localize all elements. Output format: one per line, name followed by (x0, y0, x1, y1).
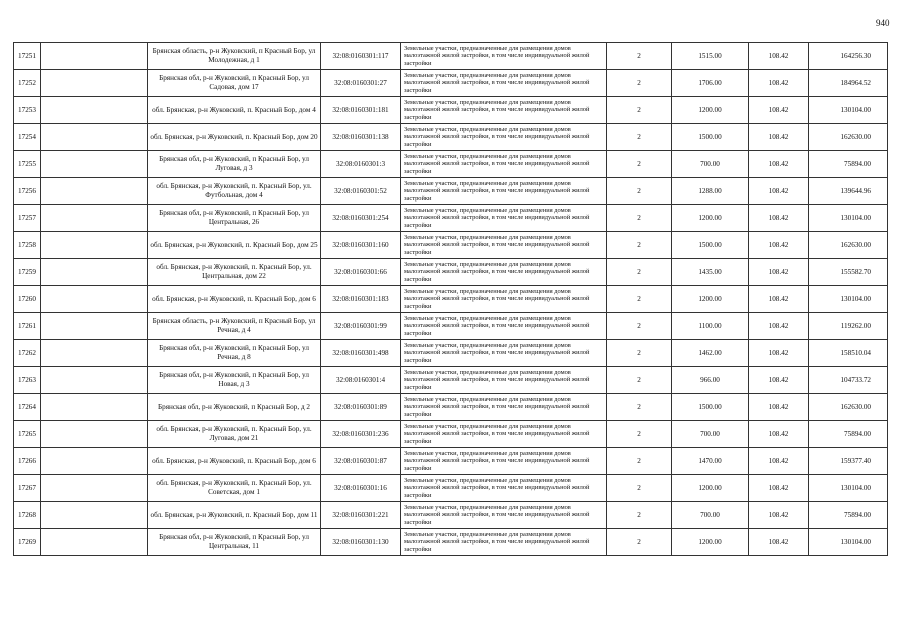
cell-specific-value: 108.42 (749, 313, 809, 340)
cell-area: 1435.00 (672, 259, 749, 286)
cell-group: 2 (607, 502, 672, 529)
cell-group: 2 (607, 43, 672, 70)
cell-cadastral-value: 158510.04 (809, 340, 888, 367)
cell-area: 1200.00 (672, 97, 749, 124)
cell-group: 2 (607, 286, 672, 313)
cell-group: 2 (607, 232, 672, 259)
cell-empty (41, 421, 148, 448)
cell-record-number: 17256 (14, 178, 41, 205)
cell-empty (41, 367, 148, 394)
table-row (14, 529, 888, 556)
cell-permitted-use: Земельные участки, предназначенные для размещения домов малоэтажной жилой застройки, в том числе индивидуальной жилой застройки (401, 502, 607, 529)
cell-record-number: 17257 (14, 205, 41, 232)
cell-area: 700.00 (672, 421, 749, 448)
table-row (14, 475, 888, 502)
table-row (14, 394, 888, 421)
cell-record-number: 17265 (14, 421, 41, 448)
table-row (14, 367, 888, 394)
cell-permitted-use: Земельные участки, предназначенные для размещения домов малоэтажной жилой застройки, в том числе индивидуальной жилой застройки (401, 70, 607, 97)
cell-cadastral-value: 104733.72 (809, 367, 888, 394)
cell-group: 2 (607, 394, 672, 421)
cell-address: Брянская обл, р-н Жуковский, п Красный Бор, ул Луговая, д 3 (148, 151, 321, 178)
cell-cadastral-number: 32:08:0160301:236 (321, 421, 401, 448)
table-row (14, 97, 888, 124)
cell-area: 1100.00 (672, 313, 749, 340)
cell-area: 1200.00 (672, 286, 749, 313)
table-row (14, 124, 888, 151)
cell-cadastral-number: 32:08:0160301:183 (321, 286, 401, 313)
cell-area: 1200.00 (672, 205, 749, 232)
cell-record-number: 17251 (14, 43, 41, 70)
cell-cadastral-number: 32:08:0160301:99 (321, 313, 401, 340)
cell-specific-value: 108.42 (749, 124, 809, 151)
cell-group: 2 (607, 421, 672, 448)
cell-address: Брянская обл, р-н Жуковский, п Красный Бор, ул Садовая, дом 17 (148, 70, 321, 97)
cell-address: Брянская обл, р-н Жуковский, п Красный Бор, ул Речная, д 8 (148, 340, 321, 367)
cell-empty (41, 475, 148, 502)
cell-record-number: 17255 (14, 151, 41, 178)
cell-record-number: 17259 (14, 259, 41, 286)
cell-empty (41, 151, 148, 178)
cell-group: 2 (607, 475, 672, 502)
cell-area: 1200.00 (672, 475, 749, 502)
cell-permitted-use: Земельные участки, предназначенные для размещения домов малоэтажной жилой застройки, в том числе индивидуальной жилой застройки (401, 421, 607, 448)
cell-permitted-use: Земельные участки, предназначенные для размещения домов малоэтажной жилой застройки, в том числе индивидуальной жилой застройки (401, 205, 607, 232)
cell-area: 700.00 (672, 502, 749, 529)
cell-permitted-use: Земельные участки, предназначенные для размещения домов малоэтажной жилой застройки, в том числе индивидуальной жилой застройки (401, 259, 607, 286)
land-registry-table (13, 42, 888, 556)
cell-permitted-use: Земельные участки, предназначенные для размещения домов малоэтажной жилой застройки, в том числе индивидуальной жилой застройки (401, 232, 607, 259)
cell-record-number: 17261 (14, 313, 41, 340)
cell-specific-value: 108.42 (749, 340, 809, 367)
cell-specific-value: 108.42 (749, 448, 809, 475)
table-row (14, 151, 888, 178)
cell-permitted-use: Земельные участки, предназначенные для размещения домов малоэтажной жилой застройки, в том числе индивидуальной жилой застройки (401, 475, 607, 502)
cell-empty (41, 124, 148, 151)
cell-cadastral-value: 130104.00 (809, 475, 888, 502)
cell-empty (41, 232, 148, 259)
cell-cadastral-value: 159377.40 (809, 448, 888, 475)
page-number: 940 (876, 18, 890, 28)
cell-cadastral-value: 119262.00 (809, 313, 888, 340)
cell-permitted-use: Земельные участки, предназначенные для размещения домов малоэтажной жилой застройки, в том числе индивидуальной жилой застройки (401, 286, 607, 313)
cell-permitted-use: Земельные участки, предназначенные для размещения домов малоэтажной жилой застройки, в том числе индивидуальной жилой застройки (401, 124, 607, 151)
cell-cadastral-value: 130104.00 (809, 529, 888, 556)
cell-cadastral-value: 164256.30 (809, 43, 888, 70)
cell-area: 700.00 (672, 151, 749, 178)
cell-address: обл. Брянская, р-н Жуковский, п. Красный Бор, дом 25 (148, 232, 321, 259)
cell-address: обл. Брянская, р-н Жуковский, п. Красный Бор, ул. Советская, дом 1 (148, 475, 321, 502)
cell-cadastral-number: 32:08:0160301:3 (321, 151, 401, 178)
cell-specific-value: 108.42 (749, 421, 809, 448)
cell-address: обл. Брянская, р-н Жуковский, п. Красный Бор, дом 6 (148, 286, 321, 313)
cell-permitted-use: Земельные участки, предназначенные для размещения домов малоэтажной жилой застройки, в том числе индивидуальной жилой застройки (401, 529, 607, 556)
cell-specific-value: 108.42 (749, 367, 809, 394)
cell-cadastral-number: 32:08:0160301:16 (321, 475, 401, 502)
cell-empty (41, 97, 148, 124)
cell-address: обл. Брянская, р-н Жуковский, п. Красный Бор, ул. Футбольная, дом 4 (148, 178, 321, 205)
cell-address: обл. Брянская, р-н Жуковский, п. Красный Бор, ул. Центральная, дом 22 (148, 259, 321, 286)
cell-cadastral-number: 32:08:0160301:4 (321, 367, 401, 394)
cell-address: Брянская обл, р-н Жуковский, п Красный Бор, ул Центральная, 26 (148, 205, 321, 232)
cell-empty (41, 394, 148, 421)
cell-group: 2 (607, 313, 672, 340)
table-row (14, 205, 888, 232)
cell-record-number: 17269 (14, 529, 41, 556)
cell-record-number: 17262 (14, 340, 41, 367)
cell-permitted-use: Земельные участки, предназначенные для размещения домов малоэтажной жилой застройки, в том числе индивидуальной жилой застройки (401, 97, 607, 124)
cell-cadastral-number: 32:08:0160301:89 (321, 394, 401, 421)
table-row (14, 43, 888, 70)
cell-empty (41, 178, 148, 205)
cell-area: 1462.00 (672, 340, 749, 367)
cell-area: 1288.00 (672, 178, 749, 205)
table-row (14, 232, 888, 259)
cell-cadastral-value: 130104.00 (809, 205, 888, 232)
cell-specific-value: 108.42 (749, 286, 809, 313)
cell-cadastral-number: 32:08:0160301:160 (321, 232, 401, 259)
table-row (14, 313, 888, 340)
cell-permitted-use: Земельные участки, предназначенные для размещения домов малоэтажной жилой застройки, в том числе индивидуальной жилой застройки (401, 340, 607, 367)
cell-empty (41, 529, 148, 556)
cell-group: 2 (607, 97, 672, 124)
cell-cadastral-number: 32:08:0160301:117 (321, 43, 401, 70)
cell-specific-value: 108.42 (749, 178, 809, 205)
cell-cadastral-number: 32:08:0160301:498 (321, 340, 401, 367)
cell-area: 966.00 (672, 367, 749, 394)
cell-cadastral-number: 32:08:0160301:221 (321, 502, 401, 529)
cell-record-number: 17267 (14, 475, 41, 502)
cell-cadastral-value: 162630.00 (809, 232, 888, 259)
cell-cadastral-value: 75894.00 (809, 421, 888, 448)
cell-group: 2 (607, 205, 672, 232)
cell-cadastral-number: 32:08:0160301:52 (321, 178, 401, 205)
cell-record-number: 17264 (14, 394, 41, 421)
cell-record-number: 17263 (14, 367, 41, 394)
table-row (14, 421, 888, 448)
cell-cadastral-value: 184964.52 (809, 70, 888, 97)
cell-group: 2 (607, 448, 672, 475)
cell-cadastral-number: 32:08:0160301:138 (321, 124, 401, 151)
cell-cadastral-value: 75894.00 (809, 151, 888, 178)
cell-cadastral-value: 130104.00 (809, 286, 888, 313)
cell-area: 1706.00 (672, 70, 749, 97)
cell-area: 1470.00 (672, 448, 749, 475)
cell-empty (41, 340, 148, 367)
cell-record-number: 17260 (14, 286, 41, 313)
cell-group: 2 (607, 70, 672, 97)
cell-specific-value: 108.42 (749, 70, 809, 97)
cell-address: обл. Брянская, р-н Жуковский, п. Красный Бор, ул. Луговая, дом 21 (148, 421, 321, 448)
cell-empty (41, 259, 148, 286)
cell-area: 1515.00 (672, 43, 749, 70)
cell-address: Брянская обл, р-н Жуковский, п Красный Бор, ул Центральная, 11 (148, 529, 321, 556)
cell-specific-value: 108.42 (749, 232, 809, 259)
table-row (14, 286, 888, 313)
cell-empty (41, 43, 148, 70)
cell-empty (41, 70, 148, 97)
cell-cadastral-number: 32:08:0160301:181 (321, 97, 401, 124)
cell-permitted-use: Земельные участки, предназначенные для размещения домов малоэтажной жилой застройки, в том числе индивидуальной жилой застройки (401, 43, 607, 70)
cell-specific-value: 108.42 (749, 151, 809, 178)
cell-address: обл. Брянская, р-н Жуковский, п. Красный Бор, дом 20 (148, 124, 321, 151)
cell-record-number: 17258 (14, 232, 41, 259)
cell-group: 2 (607, 259, 672, 286)
table-row (14, 448, 888, 475)
cell-cadastral-number: 32:08:0160301:27 (321, 70, 401, 97)
table-row (14, 178, 888, 205)
cell-group: 2 (607, 124, 672, 151)
cell-empty (41, 286, 148, 313)
cell-specific-value: 108.42 (749, 97, 809, 124)
cell-specific-value: 108.42 (749, 529, 809, 556)
cell-cadastral-number: 32:08:0160301:87 (321, 448, 401, 475)
cell-permitted-use: Земельные участки, предназначенные для размещения домов малоэтажной жилой застройки, в том числе индивидуальной жилой застройки (401, 151, 607, 178)
cell-area: 1500.00 (672, 232, 749, 259)
cell-area: 1500.00 (672, 124, 749, 151)
cell-permitted-use: Земельные участки, предназначенные для размещения домов малоэтажной жилой застройки, в том числе индивидуальной жилой застройки (401, 178, 607, 205)
table-row (14, 70, 888, 97)
cell-cadastral-value: 162630.00 (809, 394, 888, 421)
cell-area: 1500.00 (672, 394, 749, 421)
table-row (14, 259, 888, 286)
cell-address: обл. Брянская, р-н Жуковский, п. Красный Бор, дом 6 (148, 448, 321, 475)
cell-address: Брянская обл, р-н Жуковский, п Красный Бор, ул Новая, д 3 (148, 367, 321, 394)
cell-record-number: 17266 (14, 448, 41, 475)
cell-empty (41, 448, 148, 475)
cell-address: Брянская обл, р-н Жуковский, п Красный Бор, д 2 (148, 394, 321, 421)
cell-record-number: 17253 (14, 97, 41, 124)
cell-cadastral-number: 32:08:0160301:130 (321, 529, 401, 556)
cell-cadastral-value: 155582.70 (809, 259, 888, 286)
cell-record-number: 17252 (14, 70, 41, 97)
cell-permitted-use: Земельные участки, предназначенные для размещения домов малоэтажной жилой застройки, в том числе индивидуальной жилой застройки (401, 394, 607, 421)
cell-cadastral-value: 162630.00 (809, 124, 888, 151)
cell-group: 2 (607, 151, 672, 178)
cell-address: обл. Брянская, р-н Жуковский, п. Красный Бор, дом 11 (148, 502, 321, 529)
cell-permitted-use: Земельные участки, предназначенные для размещения домов малоэтажной жилой застройки, в том числе индивидуальной жилой застройки (401, 313, 607, 340)
cell-specific-value: 108.42 (749, 394, 809, 421)
table-body (14, 43, 888, 556)
cell-cadastral-value: 139644.96 (809, 178, 888, 205)
cell-empty (41, 313, 148, 340)
cell-cadastral-value: 75894.00 (809, 502, 888, 529)
cell-group: 2 (607, 340, 672, 367)
cell-specific-value: 108.42 (749, 475, 809, 502)
cell-record-number: 17268 (14, 502, 41, 529)
cell-area: 1200.00 (672, 529, 749, 556)
cell-empty (41, 205, 148, 232)
cell-cadastral-value: 130104.00 (809, 97, 888, 124)
cell-group: 2 (607, 178, 672, 205)
cell-specific-value: 108.42 (749, 205, 809, 232)
cell-group: 2 (607, 367, 672, 394)
cell-address: Брянская область, р-н Жуковский, п Красный Бор, ул Речная, д 4 (148, 313, 321, 340)
cell-cadastral-number: 32:08:0160301:254 (321, 205, 401, 232)
cell-address: обл. Брянская, р-н Жуковский, п. Красный Бор, дом 4 (148, 97, 321, 124)
table-row (14, 340, 888, 367)
cell-address: Брянская область, р-н Жуковский, п Красный Бор, ул Молодежная, д 1 (148, 43, 321, 70)
cell-empty (41, 502, 148, 529)
cell-group: 2 (607, 529, 672, 556)
table-row (14, 502, 888, 529)
cell-permitted-use: Земельные участки, предназначенные для размещения домов малоэтажной жилой застройки, в том числе индивидуальной жилой застройки (401, 448, 607, 475)
cell-specific-value: 108.42 (749, 43, 809, 70)
cell-permitted-use: Земельные участки, предназначенные для размещения домов малоэтажной жилой застройки, в том числе индивидуальной жилой застройки (401, 367, 607, 394)
cell-record-number: 17254 (14, 124, 41, 151)
cell-specific-value: 108.42 (749, 502, 809, 529)
cell-cadastral-number: 32:08:0160301:66 (321, 259, 401, 286)
cell-specific-value: 108.42 (749, 259, 809, 286)
